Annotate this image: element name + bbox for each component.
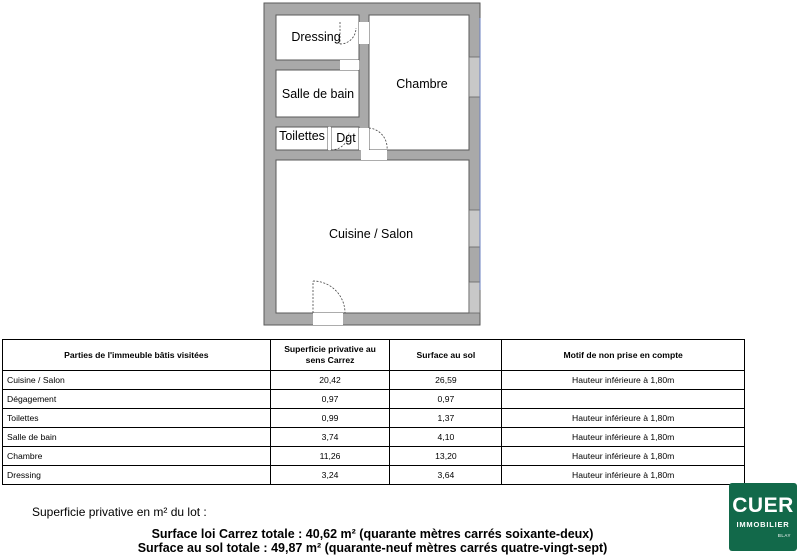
carrez-total: Surface loi Carrez totale : 40,62 m² (quarante mètres carrés soixante-deux) — [151, 527, 594, 541]
cell-motif: Hauteur inférieure à 1,80m — [502, 447, 745, 466]
cell-sol: 13,20 — [390, 447, 502, 466]
cell-carrez: 0,99 — [270, 409, 390, 428]
cell-carrez: 3,74 — [270, 428, 390, 447]
cell-partie: Salle de bain — [3, 428, 271, 447]
room-label-dressing: Dressing — [291, 30, 341, 44]
cell-sol: 0,97 — [390, 390, 502, 409]
header-parties: Parties de l'immeuble bâtis visitées — [3, 340, 271, 371]
cell-sol: 26,59 — [390, 371, 502, 390]
header-motif: Motif de non prise en compte — [502, 340, 745, 371]
cell-carrez: 3,24 — [270, 466, 390, 485]
logo-name: CUER — [732, 494, 794, 517]
cell-sol: 1,37 — [390, 409, 502, 428]
table-row — [3, 409, 745, 428]
table-row — [3, 447, 745, 466]
header-surface-sol: Surface au sol — [390, 340, 502, 371]
surface-table — [2, 339, 745, 485]
room-label-toilettes: Toilettes — [279, 129, 325, 143]
summary-intro: Superficie privative en m² du lot : — [32, 505, 207, 519]
room-label-degagement: Dgt — [336, 131, 356, 145]
cell-partie: Cuisine / Salon — [3, 371, 271, 390]
table-row — [3, 371, 745, 390]
logo-subtitle: IMMOBILIER — [736, 520, 790, 529]
cell-motif — [502, 390, 745, 409]
cell-motif: Hauteur inférieure à 1,80m — [502, 371, 745, 390]
plan-walls — [264, 3, 480, 325]
room-label-chambre: Chambre — [396, 77, 448, 91]
cell-partie: Dressing — [3, 466, 271, 485]
cell-motif: Hauteur inférieure à 1,80m — [502, 466, 745, 485]
cell-motif: Hauteur inférieure à 1,80m — [502, 428, 745, 447]
table-row — [3, 466, 745, 485]
table-header-row — [3, 340, 745, 371]
header-carrez: Superficie privative au sens Carrez — [270, 340, 390, 371]
cell-sol: 3,64 — [390, 466, 502, 485]
cell-carrez: 0,97 — [270, 390, 390, 409]
table-row — [3, 428, 745, 447]
company-logo — [729, 483, 797, 551]
cell-motif: Hauteur inférieure à 1,80m — [502, 409, 745, 428]
room-label-cuisine-salon: Cuisine / Salon — [328, 227, 414, 241]
cell-partie: Chambre — [3, 447, 271, 466]
room-label-salle-de-bain: Salle de bain — [281, 87, 355, 101]
table-row — [3, 390, 745, 409]
cell-carrez: 11,26 — [270, 447, 390, 466]
sol-total: Surface au sol totale : 49,87 m² (quarante-neuf mètres carrés quatre-vingt-sept) — [137, 541, 608, 555]
logo-town: BLAY — [777, 533, 791, 538]
cell-partie: Dégagement — [3, 390, 271, 409]
cell-partie: Toilettes — [3, 409, 271, 428]
cell-carrez: 20,42 — [270, 371, 390, 390]
cell-sol: 4,10 — [390, 428, 502, 447]
